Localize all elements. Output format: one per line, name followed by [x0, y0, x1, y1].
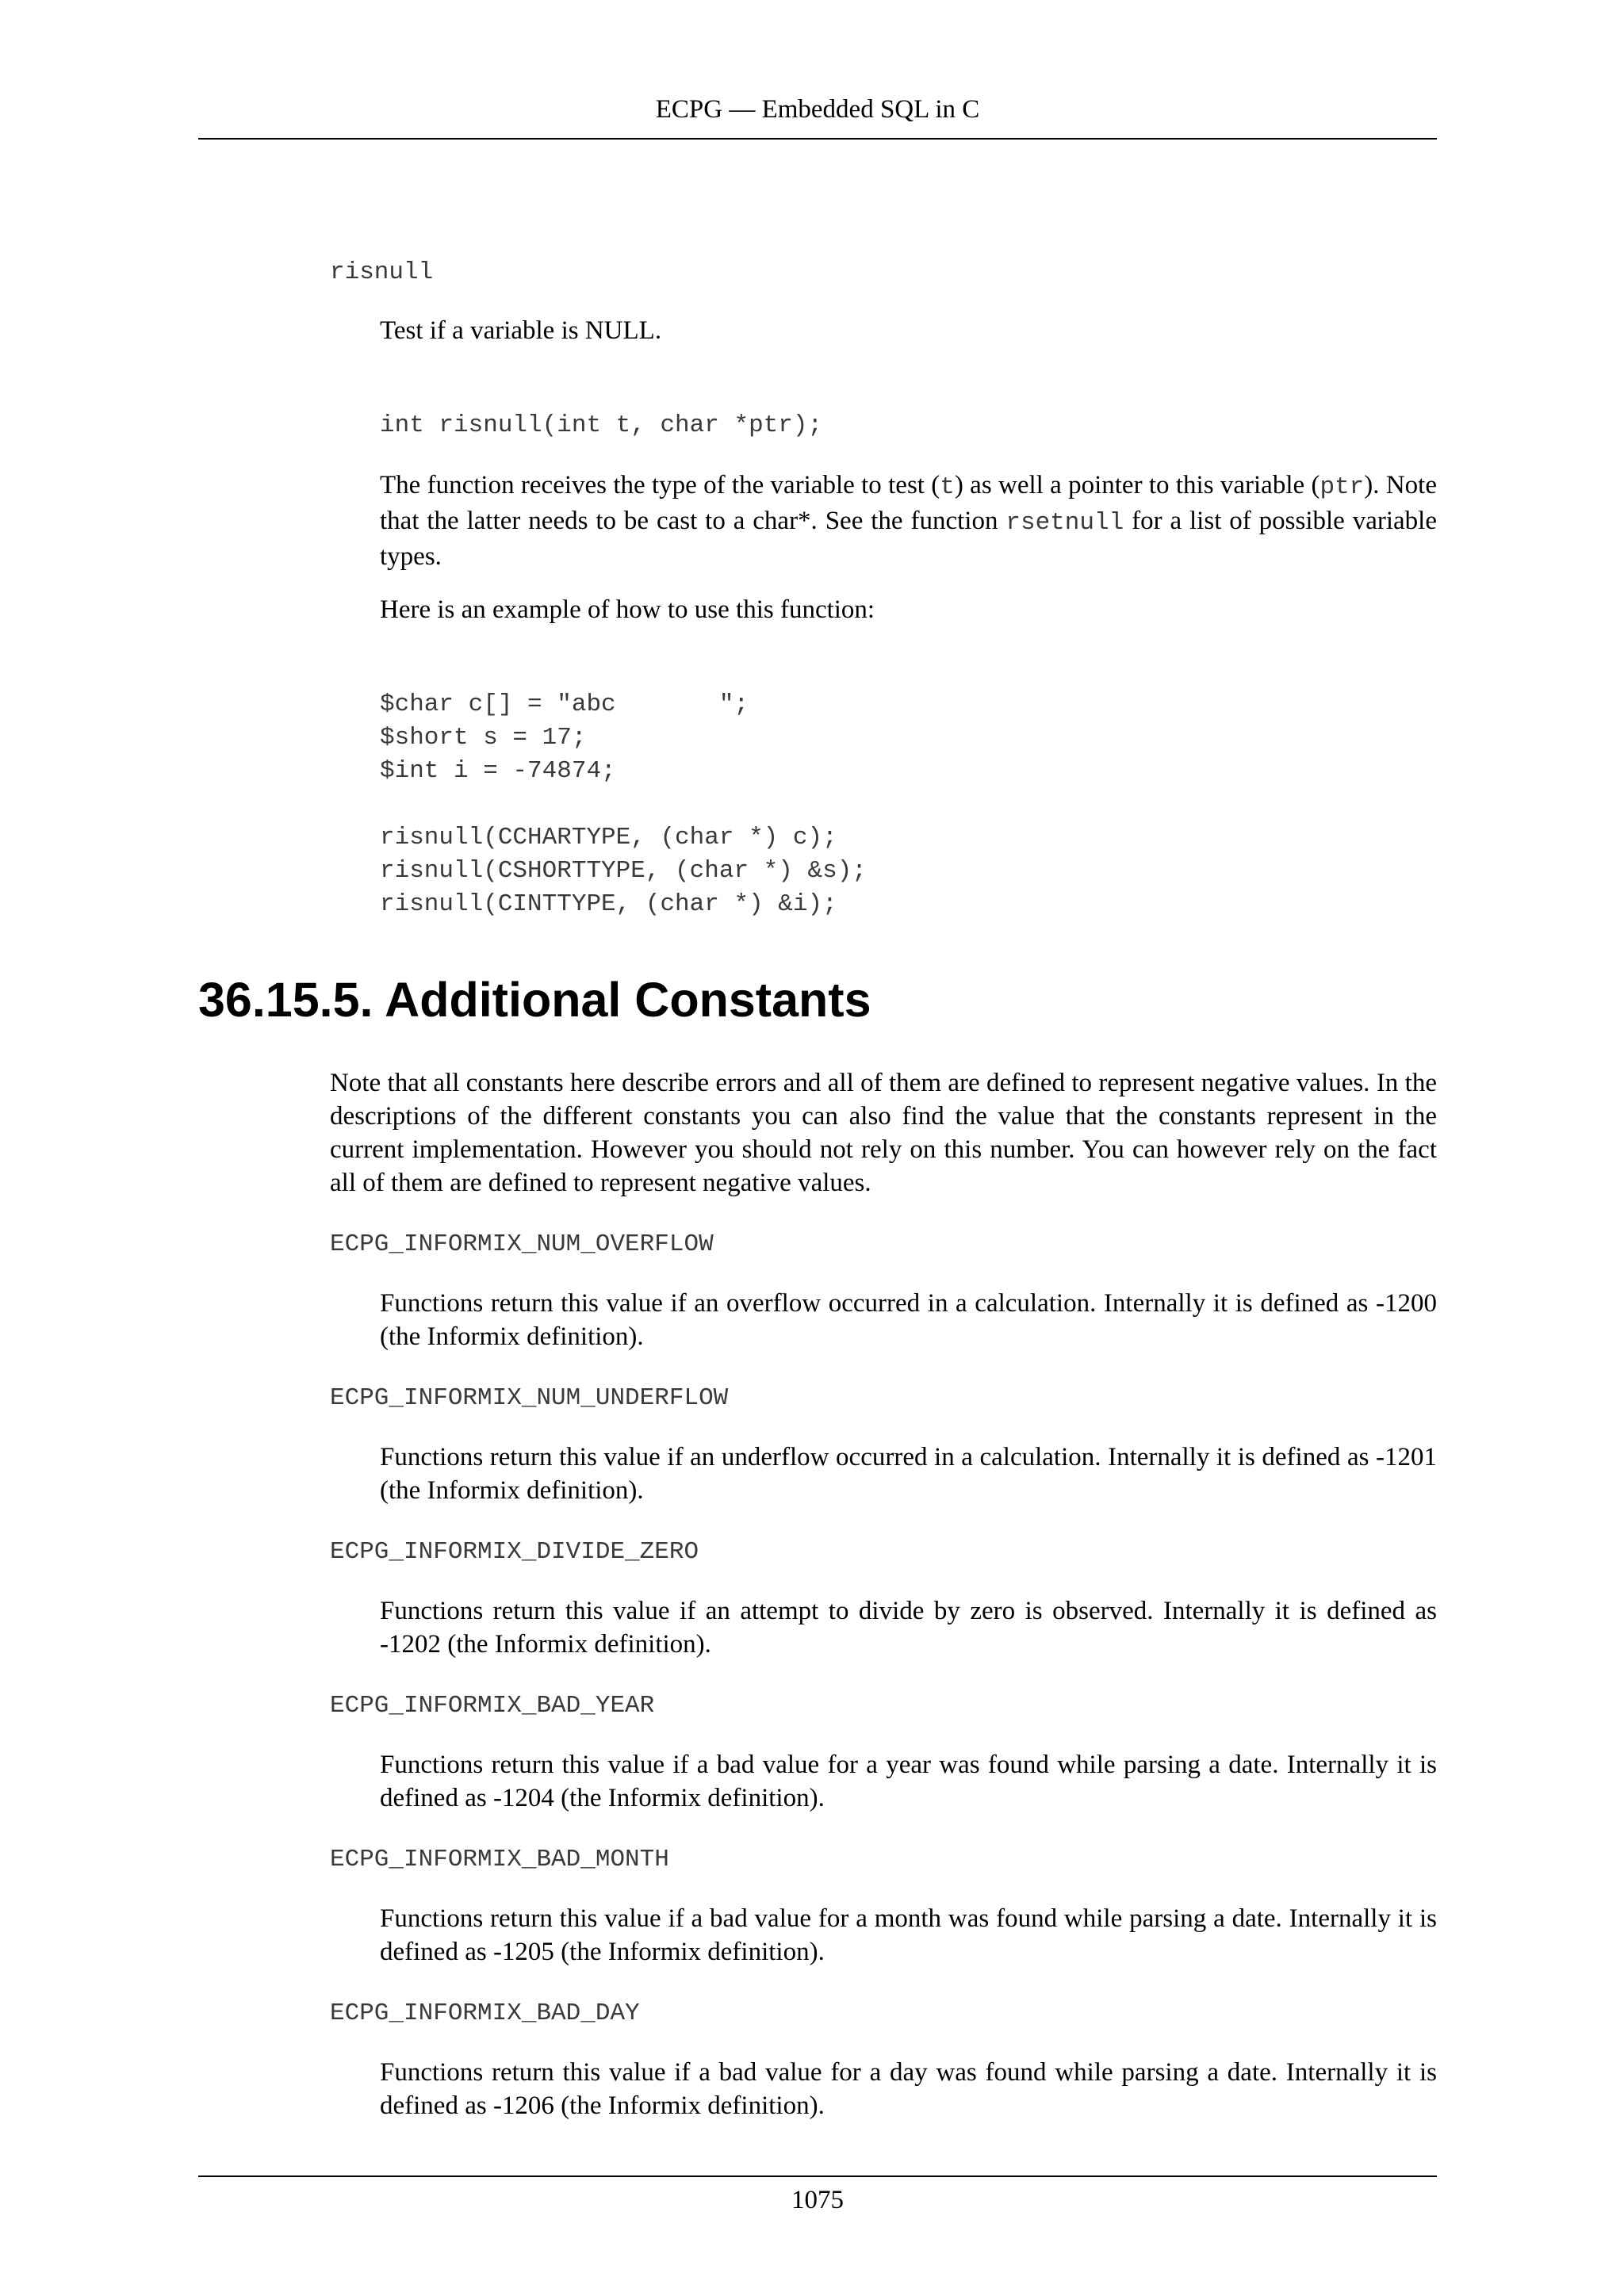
desc-code-t: t [940, 473, 955, 501]
constant-description: Functions return this value if a bad value for a year was found while parsing a date. Internally it is defined as -1204 (the Informix definition). [380, 1751, 1437, 1812]
constant-description: Functions return this value if a bad value for a month was found while parsing a date. Internally it is defined as -1205 (the Informix definition). [380, 1904, 1437, 1966]
example-intro: Here is an example of how to use this function: [380, 595, 875, 624]
constant-name: ECPG_INFORMIX_NUM_UNDERFLOW [330, 1384, 729, 1412]
risnull-signature: int risnull(int t, char *ptr); [380, 411, 823, 439]
desc-text-1: The function receives the type of the variable to test ( [380, 471, 940, 499]
constant-description: Functions return this value if an underflow occurred in a calculation. Internally it is defined as -1201 (the Informix definition). [380, 1443, 1437, 1505]
risnull-description [380, 469, 1437, 573]
desc-text-4: for a list of possible variable types. [380, 507, 1437, 571]
desc-text-3: ). Note that the latter needs to be cast to a char*. See the function [380, 471, 1437, 535]
risnull-summary: Test if a variable is NULL. [380, 316, 662, 345]
desc-code-ptr: ptr [1320, 473, 1365, 501]
desc-code-rsetnull: rsetnull [1005, 509, 1124, 537]
page-header: ECPG — Embedded SQL in C [655, 95, 980, 124]
constant-name: ECPG_INFORMIX_BAD_YEAR [330, 1692, 655, 1720]
header-rule [198, 138, 1437, 140]
constant-description: Functions return this value if a bad value for a day was found while parsing a date. Internally it is defined as -1206 (the Informix definition). [380, 2058, 1437, 2120]
desc-text-2: ) as well a pointer to this variable ( [954, 471, 1320, 499]
page-number: 1075 [791, 2186, 844, 2214]
constant-description: Functions return this value if an overflow occurred in a calculation. Internally it is defined as -1200 (the Informix definition). [380, 1289, 1437, 1351]
constant-name: ECPG_INFORMIX_BAD_MONTH [330, 1846, 669, 1873]
example-code: $char c[] = "abc "; $short s = 17; $int i = -74874; risnull(CCHARTYPE, (char *) c); risnull(CSHORTTYPE, (char *) &s); risnull(CINTTYPE, (char *) &i); [380, 691, 867, 918]
section-title: 36.15.5. Additional Constants [198, 973, 871, 1027]
constant-name: ECPG_INFORMIX_BAD_DAY [330, 1999, 640, 2027]
constant-name: ECPG_INFORMIX_DIVIDE_ZERO [330, 1538, 699, 1566]
section-intro: Note that all constants here describe errors and all of them are defined to represent negative values. In the descriptions of the different constants you can also find the value that the constants represent in the current implementation. However you should not rely on this number. You can however rely on the fact all of them are defined to represent negative values. [330, 1069, 1437, 1197]
footer-rule [198, 2175, 1437, 2177]
term-risnull: risnull [330, 258, 434, 286]
constant-name: ECPG_INFORMIX_NUM_OVERFLOW [330, 1230, 714, 1258]
constant-description: Functions return this value if an attempt to divide by zero is observed. Internally it is defined as -1202 (the Informix definition). [380, 1597, 1437, 1659]
